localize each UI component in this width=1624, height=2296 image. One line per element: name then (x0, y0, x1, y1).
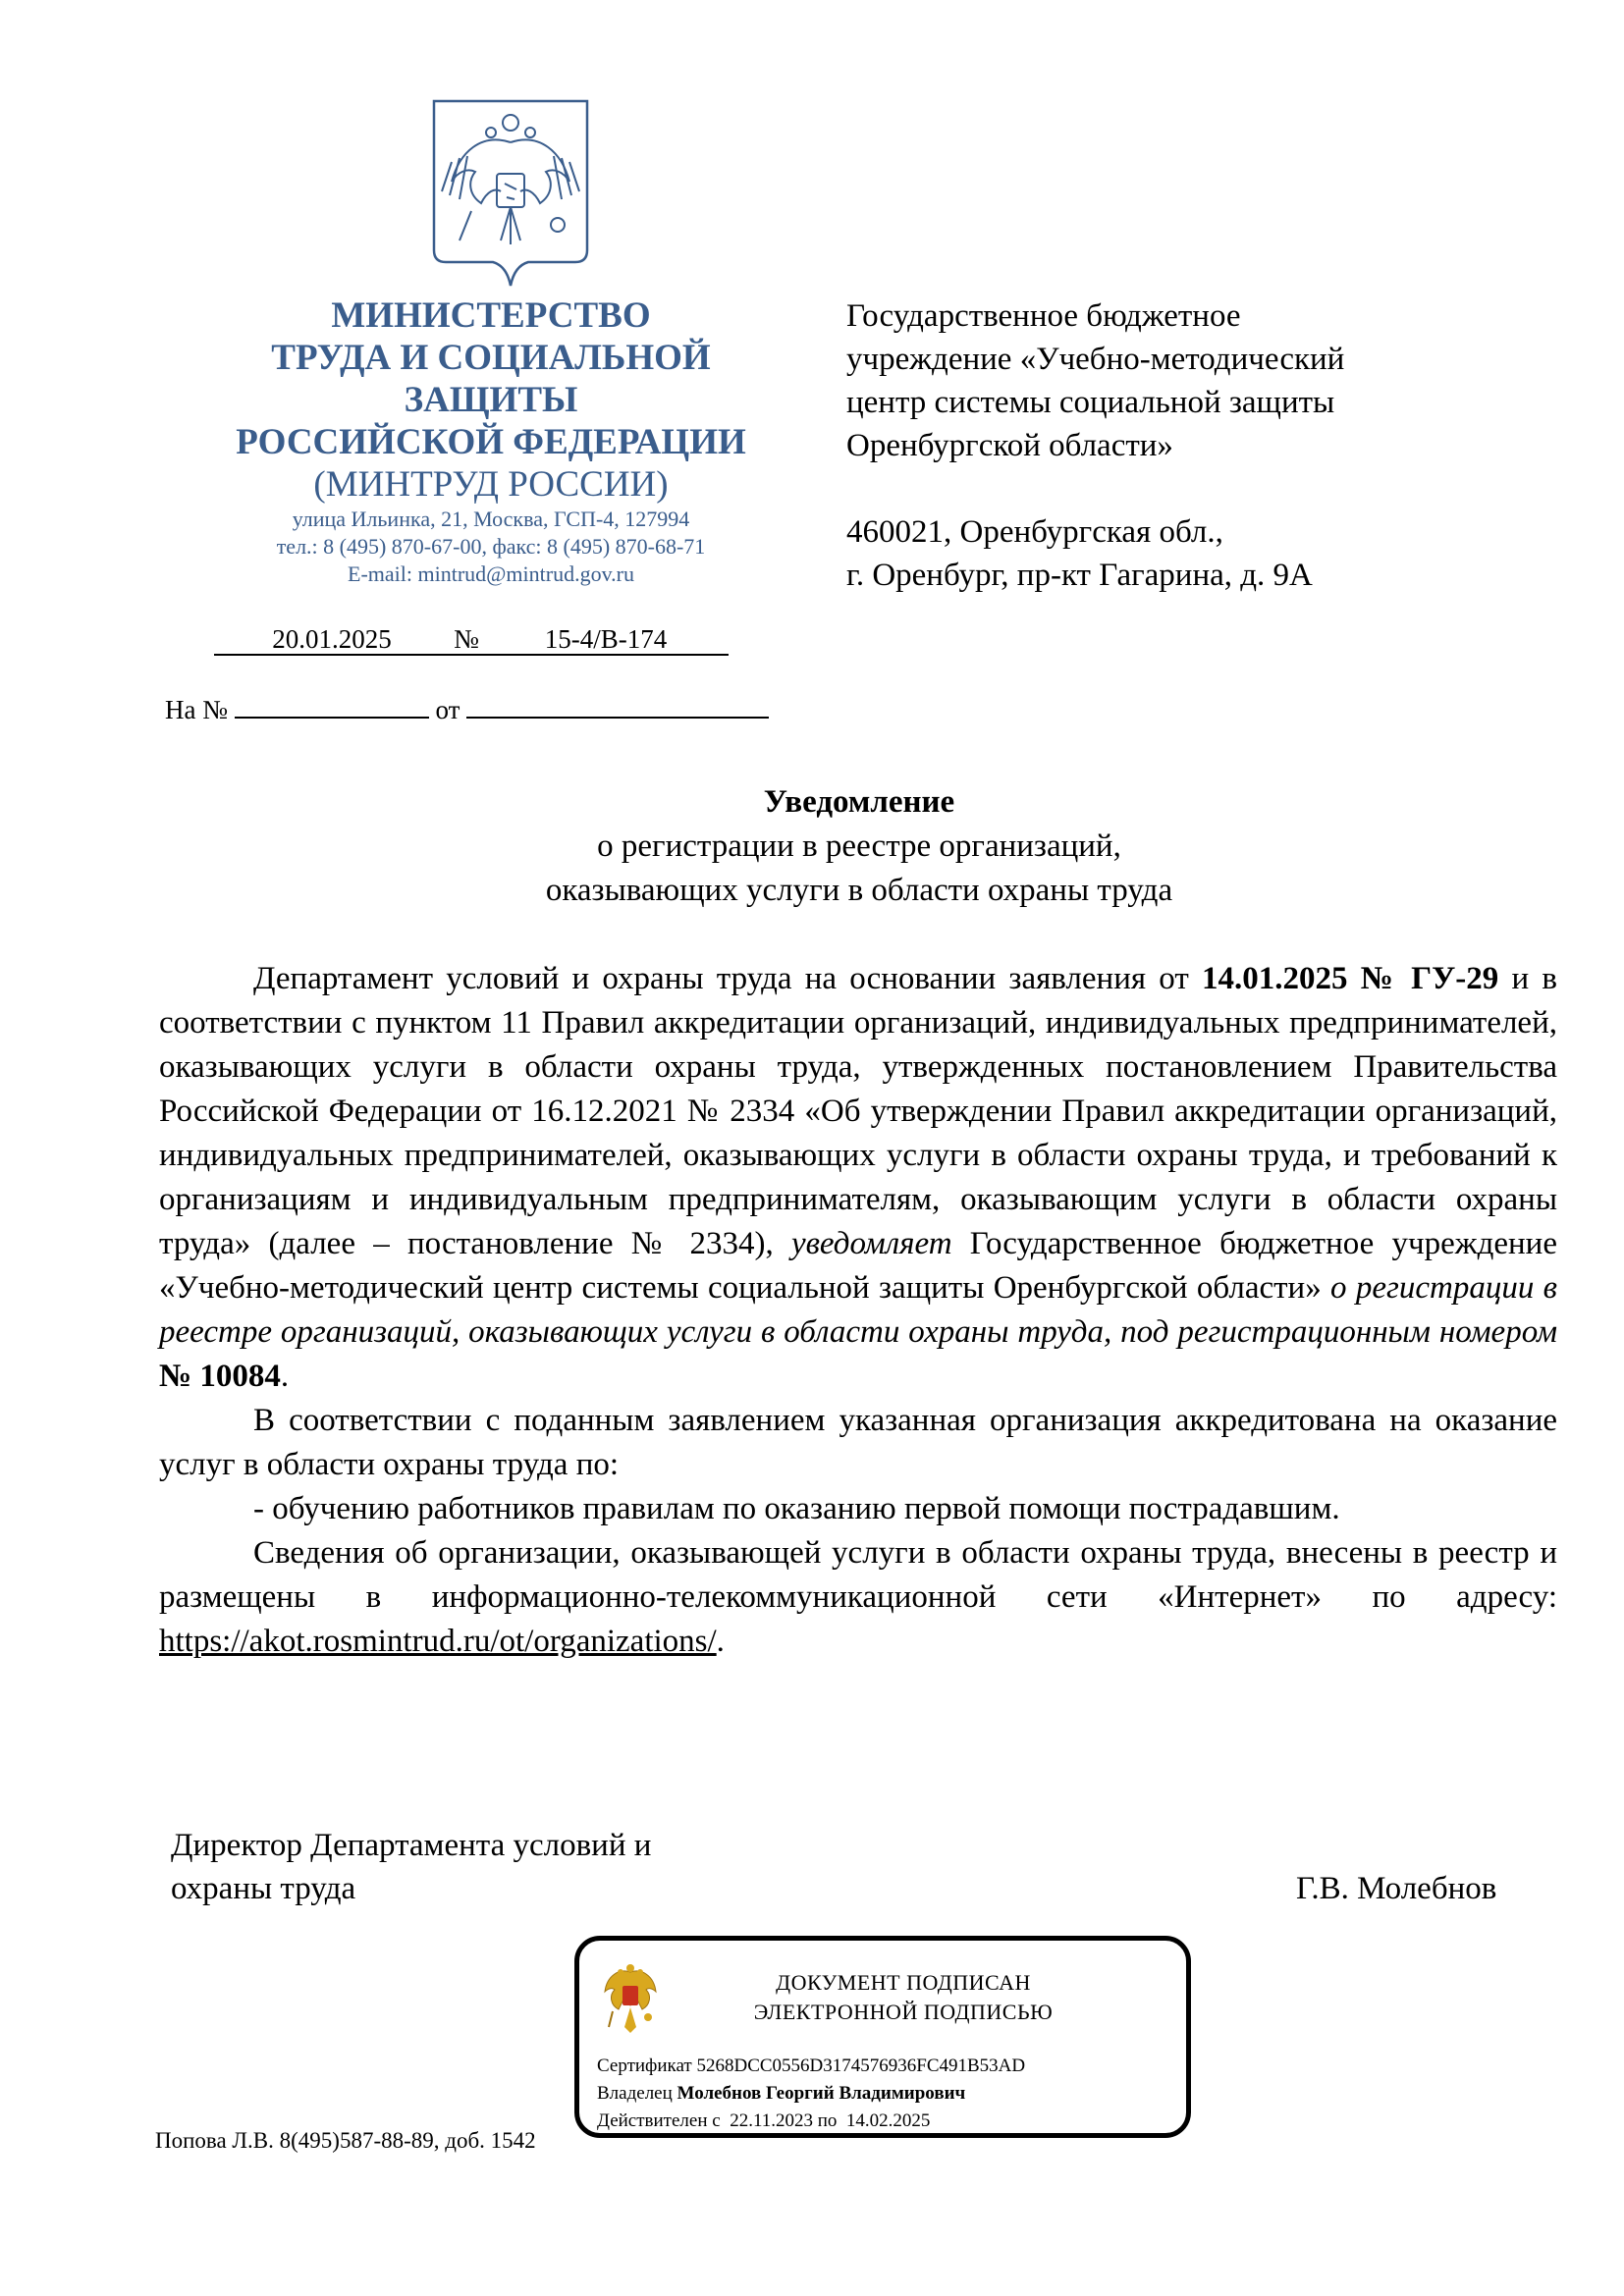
ministry-name-line: РОССИЙСКОЙ ФЕДЕРАЦИИ (236, 422, 746, 462)
ministry-phone: тел.: 8 (495) 870-67-00, факс: 8 (495) 870-68-71 (276, 534, 706, 559)
number-sign: № (450, 624, 483, 656)
gold-eagle-icon (601, 1962, 660, 2037)
registration-line (214, 624, 729, 656)
body-list-item: - обучению работников правилам по оказанию первой помощи пострадавшим. (253, 1491, 1340, 1526)
signer-name: Г.В. Молебнов (1296, 1871, 1497, 1906)
valid-from-date: 22.11.2023 (730, 2110, 813, 2131)
recipient-line: центр системы социальной защиты (846, 385, 1335, 420)
reply-reference-line (165, 695, 769, 725)
ministry-block (177, 294, 805, 588)
registration-number: № 10084 (159, 1359, 281, 1394)
title-main: Уведомление (763, 784, 955, 820)
recipient-block (846, 294, 1475, 597)
registry-link[interactable]: https://akot.rosmintrud.ru/ot/organizations/ (159, 1624, 717, 1659)
reply-number-blank (235, 695, 429, 719)
document-title (295, 780, 1424, 913)
recipient-address-line: г. Оренбург, пр-кт Гагарина, д. 9А (846, 558, 1313, 593)
reply-label: На № (165, 695, 228, 724)
ministry-name-line: ТРУДА И СОЦИАЛЬНОЙ (271, 338, 711, 378)
validity-row: Действителен с 22.11.2023 по 14.02.2025 (597, 2110, 931, 2131)
ministry-name-line: МИНИСТЕРСТВО (331, 295, 651, 336)
reply-from-label: от (435, 695, 460, 724)
coat-of-arms-icon (412, 93, 609, 290)
ministry-address: улица Ильинка, 21, Москва, ГСП-4, 127994 (292, 507, 690, 531)
recipient-line: Государственное бюджетное (846, 298, 1241, 334)
title-sub: о регистрации в реестре организаций, (597, 828, 1121, 864)
certificate-row: Сертификат 5268DCC0556D3174576936FC491B53AD (597, 2056, 1026, 2076)
valid-to-date: 14.02.2025 (845, 2110, 931, 2131)
document-date: 20.01.2025 (214, 624, 450, 656)
ministry-email: E-mail: mintrud@mintrud.gov.ru (348, 561, 634, 586)
stamp-heading: ДОКУМЕНТ ПОДПИСАН ЭЛЕКТРОННОЙ ПОДПИСЬЮ (753, 1970, 1054, 2024)
body-paragraph-4: Сведения об организации, оказывающей услуги в области охраны труда, внесены в реестр и размещены в информационно-телекоммуникационной сети «Интернет» по адресу: https://akot.rosmintrud.ru/ot/organizations/. (159, 1535, 1557, 1659)
body-paragraph-2: В соответствии с поданным заявлением указанная организация аккредитована на оказание услуг в области охраны труда по: (159, 1403, 1557, 1482)
executor-contact: Попова Л.В. 8(495)587-88-89, доб. 1542 (155, 2128, 536, 2153)
document-number: 15-4/В-174 (483, 624, 729, 656)
body-paragraph-1: Департамент условий и охраны труда на основании заявления от 14.01.2025 № ГУ-29 и в соответствии с пунктом 11 Правил аккредитации организаций, индивидуальных предпринимателей, оказывающих услуги в области охраны труда, утвержденных постановлением Правительства Российской Федерации от 16.12.2021 № 2334 «Об утверждении Правил аккредитации организаций, индивидуальных предпринимателей, оказывающих услуги в области охраны труда, и требований к организациям и индивидуальным предпринимателям, оказывающим услуги в области охраны труда» (далее – постановление № 2334), уведомляет Государственное бюджетное учреждение «Учебно-методический центр системы социальной защиты Оренбургской области» о регистрации в реестре организаций, оказывающих услуги в области охраны труда, под регистрационным номером № 10084. (159, 961, 1557, 1394)
stamp-details (597, 2053, 1025, 2135)
owner-name: Молебнов Георгий Владимирович (677, 2083, 966, 2104)
certificate-id: 5268DCC0556D3174576936FC491B53AD (696, 2056, 1026, 2076)
application-reference: 14.01.2025 № ГУ-29 (1201, 961, 1499, 996)
recipient-address-line: 460021, Оренбургская обл., (846, 514, 1223, 550)
title-sub: оказывающих услуги в области охраны труда (545, 873, 1173, 908)
owner-row: Владелец Молебнов Георгий Владимирович (597, 2083, 966, 2104)
signer-position: Директор Департамента условий и охраны труда (171, 1828, 652, 1906)
electronic-signature-stamp (574, 1936, 1191, 2138)
recipient-line: Оренбургской области» (846, 428, 1173, 463)
ministry-short-name: (МИНТРУД РОССИИ) (313, 464, 669, 505)
ministry-name-line: ЗАЩИТЫ (404, 380, 578, 420)
recipient-line: учреждение «Учебно-методический (846, 342, 1345, 377)
reply-date-blank (466, 695, 769, 719)
document-body (159, 957, 1557, 1664)
